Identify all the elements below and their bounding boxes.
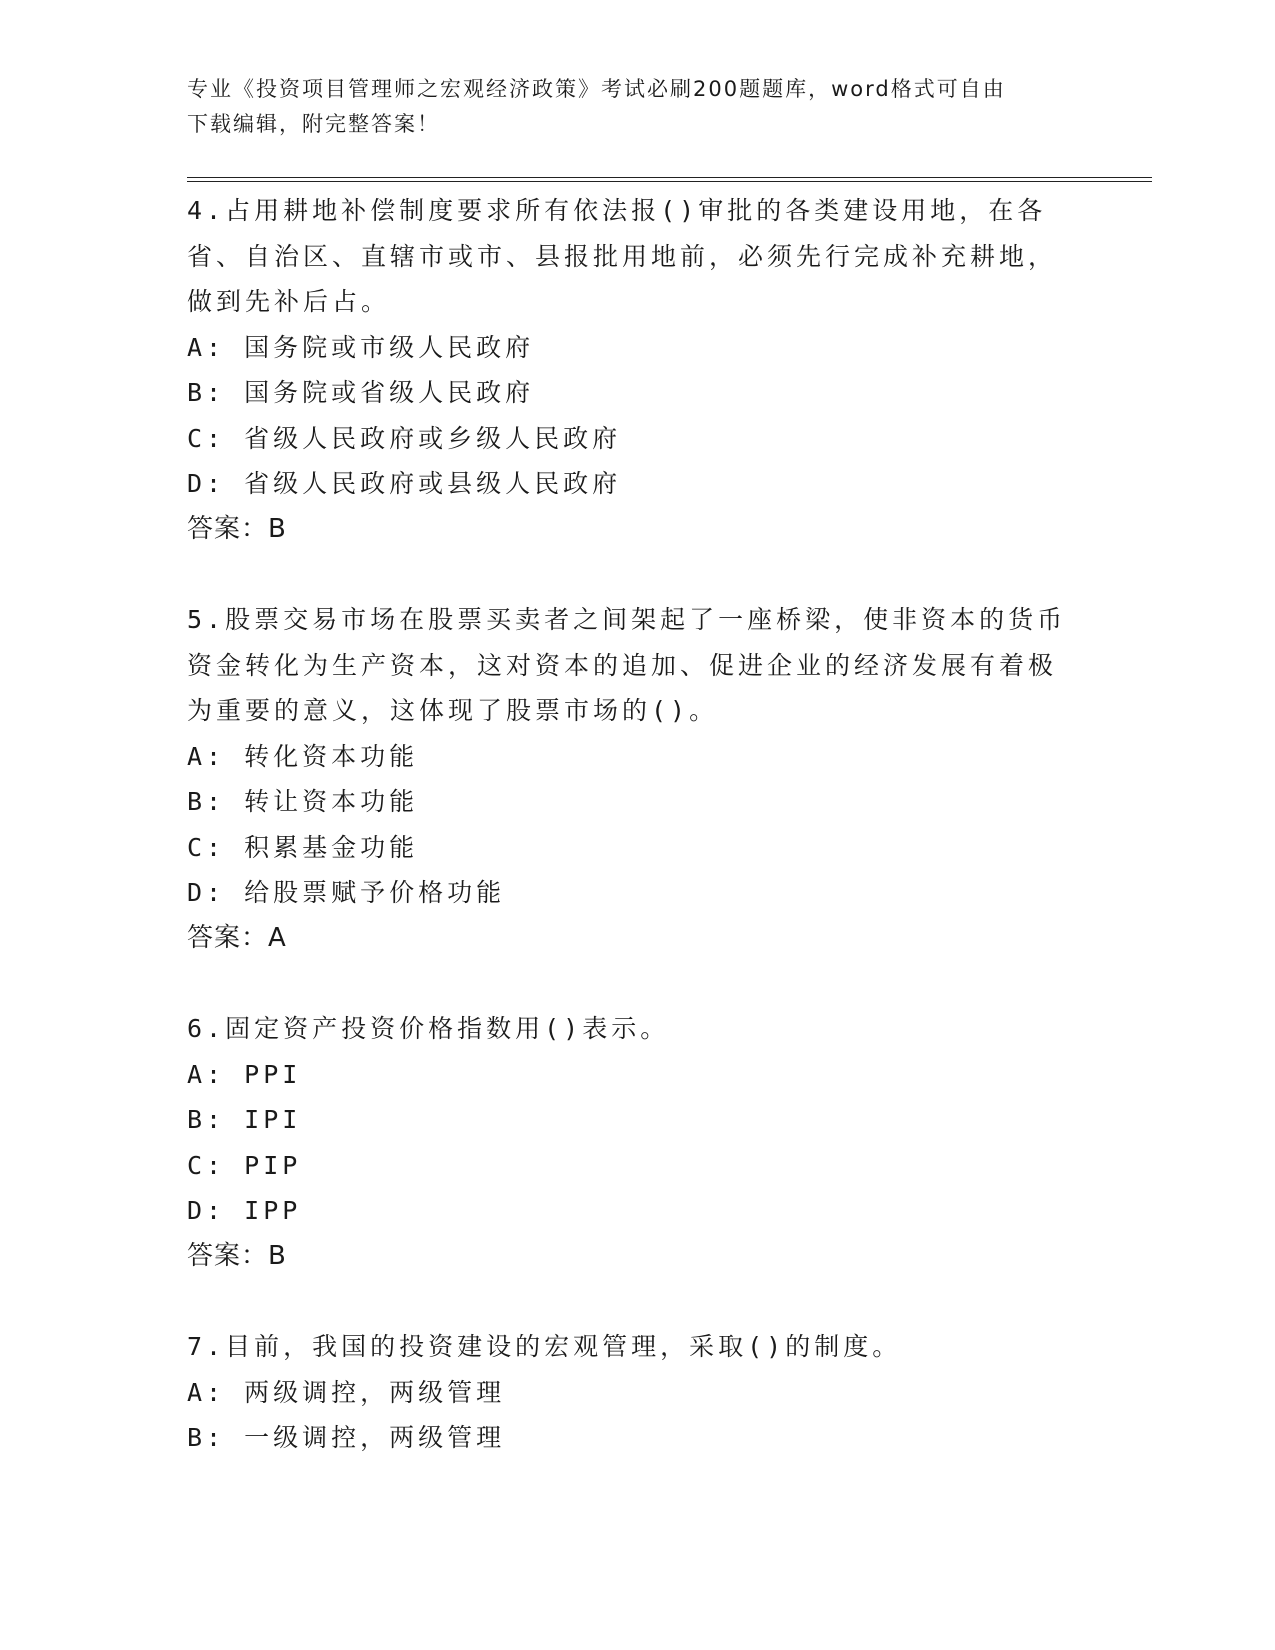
option-a: A: 转化资本功能 [187,741,419,771]
header-line-2: 下载编辑，附完整答案！ [187,112,440,136]
question-5 [187,597,1067,961]
question-4 [187,188,1067,552]
option-d: D: IPP [187,1196,302,1225]
question-list [187,188,1067,1461]
question-stem: 6.固定资产投资价格指数用()表示。 [187,1014,670,1043]
option-b: B: IPI [187,1105,302,1134]
answer: 答案：A [187,922,287,953]
option-b: B: 一级调控，两级管理 [187,1423,506,1452]
question-7 [187,1324,1067,1461]
header-divider-top [187,177,1152,178]
option-a: A: 国务院或市级人民政府 [187,332,535,362]
option-c: C: 省级人民政府或乡级人民政府 [187,423,622,453]
answer: 答案：B [187,513,287,544]
spacer [187,1279,1067,1324]
option-d: D: 省级人民政府或县级人民政府 [187,469,622,498]
header-divider-bottom [187,181,1152,182]
option-d: D: 给股票赋予价格功能 [187,878,506,907]
question-stem: 4.占用耕地补偿制度要求所有依法报()审批的各类建设用地，在各省、自治区、直辖市或市、县报批用地前，必须先行完成补充耕地，做到先补后占。 [187,196,1058,316]
spacer [187,961,1067,1006]
option-a: A: 两级调控，两级管理 [187,1377,506,1407]
option-a: A: PPI [187,1059,302,1089]
question-stem: 5.股票交易市场在股票买卖者之间架起了一座桥梁，使非资本的货币资金转化为生产资本，这对资本的追加、促进企业的经济发展有着极为重要的意义，这体现了股票市场的()。 [187,605,1067,725]
option-c: C: PIP [187,1150,302,1180]
spacer [187,552,1067,597]
question-stem: 7.目前，我国的投资建设的宏观管理，采取()的制度。 [187,1332,902,1361]
option-b: B: 转让资本功能 [187,787,419,816]
option-b: B: 国务院或省级人民政府 [187,378,535,407]
page-header [187,72,1087,142]
question-6 [187,1006,1067,1279]
answer: 答案：B [187,1240,287,1271]
header-line-1: 专业《投资项目管理师之宏观经济政策》考试必刷200题题库，word格式可自由 [187,77,1006,101]
option-c: C: 积累基金功能 [187,832,419,862]
